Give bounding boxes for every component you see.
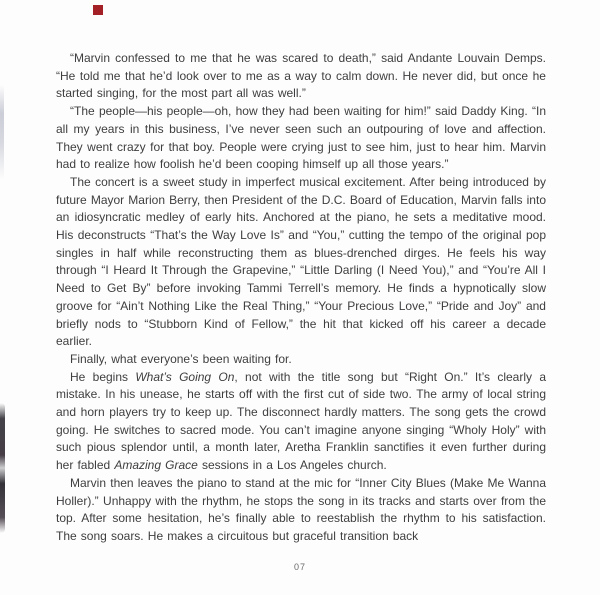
paragraph	[56, 50, 546, 103]
paragraph-text: The concert is a sweet study in imperfect musical excitement. After being introduced by future Mayor Marion Berry, then President of the D.C. Board of Education, Marvin falls into an idiosyncratic medley of early hits. Anchored at the piano, he sets a meditative mood. His deconstructs “That’s the Way Love Is” and “You,” cutting the tempo of the original pop singles in half while reconstructing them as blues-drenched dirges. He feels his way through “I Heard It Through the Grapevine,” “Little Darling (I Need You),” and “You’re All I Need to Get By” before invoking Tammi Terrell’s memory. He finds a hypnotically slow groove for “Ain’t Nothing Like the Real Thing,” “Your Precious Love,” “Pride and Joy” and briefly nods to “Stubborn Kind of Fellow,” the hit that kicked off his career a decade earlier.	[56, 174, 546, 349]
paragraph-text: , not with the title song but “Right On.” It’s clearly a mistake. In his unease, he starts off with the first cut of side two. The army of local string and horn players try to keep up. The disconnect hardly matters. The song gets the crowd going. He switches to sacred mode. You can’t imagine anyone singing “Wholy Holy” with such pious splendor until, a month later, Aretha Franklin sanctifies it even further during her fabled	[56, 369, 546, 473]
italic-title-text: What’s Going On	[135, 369, 235, 384]
paragraph	[56, 369, 546, 475]
paragraph	[56, 103, 546, 174]
page-footer	[0, 562, 600, 572]
body-text	[56, 50, 546, 546]
paragraph-text: sessions in a Los Angeles church.	[197, 458, 387, 473]
paragraph-text: “Marvin confessed to me that he was scared to death,” said Andante Louvain Demps. “He told me that he’d look over to me as a way to calm down. He never did, but once he started singing, for the most part all was well.”	[56, 51, 546, 101]
scan-edge-artifact-upper	[0, 85, 4, 180]
paragraph-text: Marvin then leaves the piano to stand at the mic for “Inner City Blues (Make Me Wanna Holler).” Unhappy with the rhythm, he stops the song in its tracks and starts over from the top. After some hesitation, he’s finally able to reestablish the rhythm to his satisfaction. The song soars. He makes a circuitous but graceful transition back	[56, 475, 546, 543]
red-square-marker	[93, 5, 103, 15]
paragraph-text: “The people—his people—oh, how they had been waiting for him!” said Daddy King. “In all my years in this business, I’ve never seen such an outpouring of love and affection. They went crazy for that boy. People were crying just to see him, just to hear him. Marvin had to realize how foolish he’d been cooping himself up all those years.”	[56, 104, 546, 172]
paragraph-text: Finally, what everyone’s been waiting for.	[70, 351, 292, 366]
italic-title-text: Amazing Grace	[114, 458, 198, 473]
page-number: 07	[293, 562, 306, 572]
paragraph	[56, 174, 546, 351]
scan-edge-artifact-lower	[0, 403, 5, 533]
paragraph	[56, 351, 546, 369]
paragraph	[56, 475, 546, 546]
paragraph-text: He begins	[70, 369, 136, 384]
